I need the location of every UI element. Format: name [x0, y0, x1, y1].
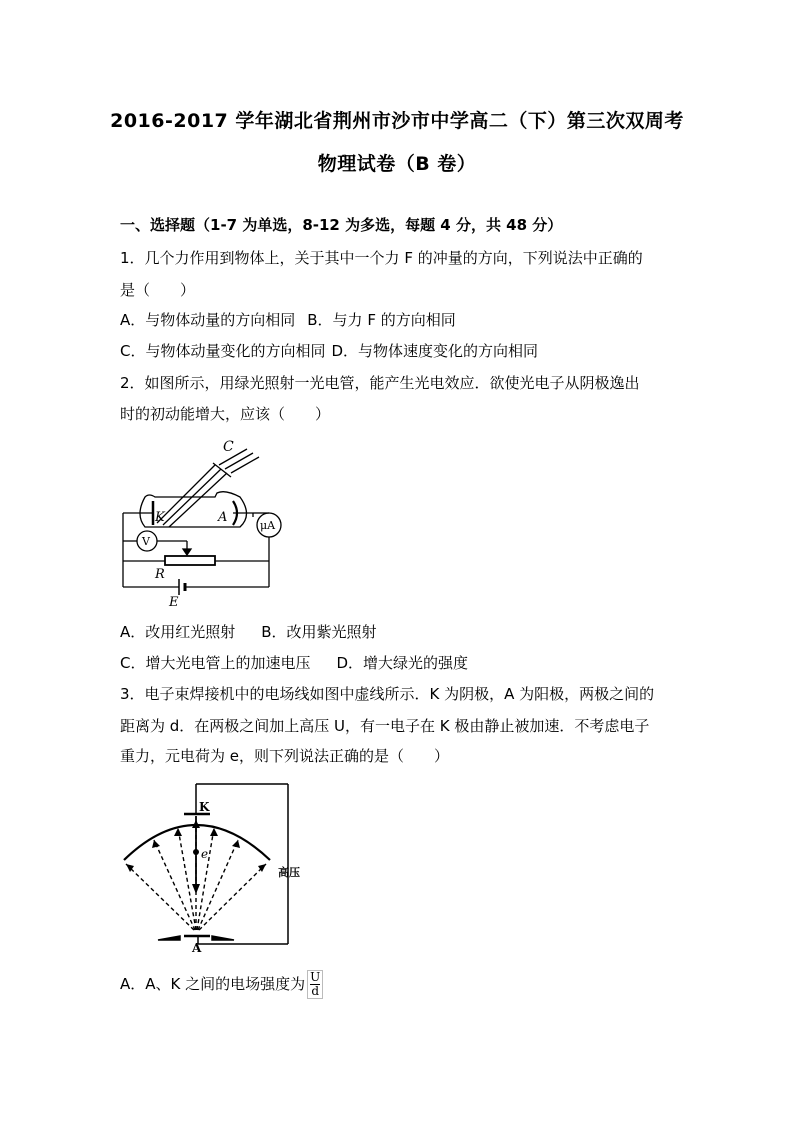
label-c: C [223, 439, 234, 455]
q2-options-ab [120, 622, 377, 642]
q3-option-a-line [120, 970, 323, 999]
q1-stem-line2: 是（ ） [120, 281, 196, 299]
label-e: E [169, 595, 179, 610]
label-r: R [155, 567, 165, 582]
label-a: A [218, 510, 228, 525]
page-title: 2016-2017 学年湖北省荆州市沙市中学高二（下）第三次双周考 [110, 110, 684, 132]
q2-stem-line1: 2．如图所示，用绿光照射一光电管，能产生光电效应．欲使光电子从阴极逸出 [120, 374, 640, 392]
q1-stem-line1: 1．几个力作用到物体上，关于其中一个力 F 的冲量的方向，下列说法中正确的 [120, 249, 643, 267]
label-k: K [155, 510, 165, 525]
q2-stem-line2: 时的初动能增大，应该（ ） [120, 405, 331, 423]
q1-options-cd [120, 341, 538, 361]
label-voltmeter: V [142, 535, 150, 548]
q2-option-b: B．改用紫光照射 [261, 623, 377, 641]
fraction-u-over-d [307, 970, 323, 999]
q1-options-ab [120, 310, 456, 330]
q1-option-d: D．与物体速度变化的方向相同 [331, 342, 539, 360]
q2-option-d: D．增大绿光的强度 [336, 654, 469, 672]
q2-option-c: C．增大光电管上的加速电压 [120, 654, 311, 672]
q1-option-b: B．与力 F 的方向相同 [307, 311, 456, 329]
q1-option-c: C．与物体动量变化的方向相同 [120, 342, 326, 360]
fraction-numerator: U [310, 970, 321, 984]
q1-option-a: A．与物体动量的方向相同 [120, 311, 296, 329]
label-high-voltage: 高压 [278, 866, 300, 879]
q3-stem-line1: 3．电子束焊接机中的电场线如图中虚线所示．K 为阴极，A 为阳极，两极之间的 [120, 685, 655, 703]
q2-options-cd [120, 653, 468, 673]
photocell-circuit-figure [115, 435, 290, 610]
label-e: e [201, 847, 209, 861]
q3-stem-line3: 重力，元电荷为 e，则下列说法正确的是（ ） [120, 747, 449, 765]
label-microammeter: μA [260, 519, 276, 532]
fraction-denominator: d [311, 984, 320, 998]
q2-option-a: A．改用红光照射 [120, 623, 236, 641]
section-heading: 一、选择题（1-7 为单选，8-12 为多选，每题 4 分，共 48 分） [120, 216, 563, 234]
q3-option-a: A．A、K 之间的电场强度为 [120, 975, 306, 993]
q3-stem-line2: 距离为 d．在两极之间加上高压 U，有一电子在 K 极由静止被加速．不考虑电子 [120, 717, 650, 735]
label-a: A [192, 941, 202, 955]
page-subtitle: 物理试卷（B 卷） [317, 153, 477, 175]
electron-beam-welder-figure [118, 780, 310, 956]
label-k: K [199, 800, 210, 814]
